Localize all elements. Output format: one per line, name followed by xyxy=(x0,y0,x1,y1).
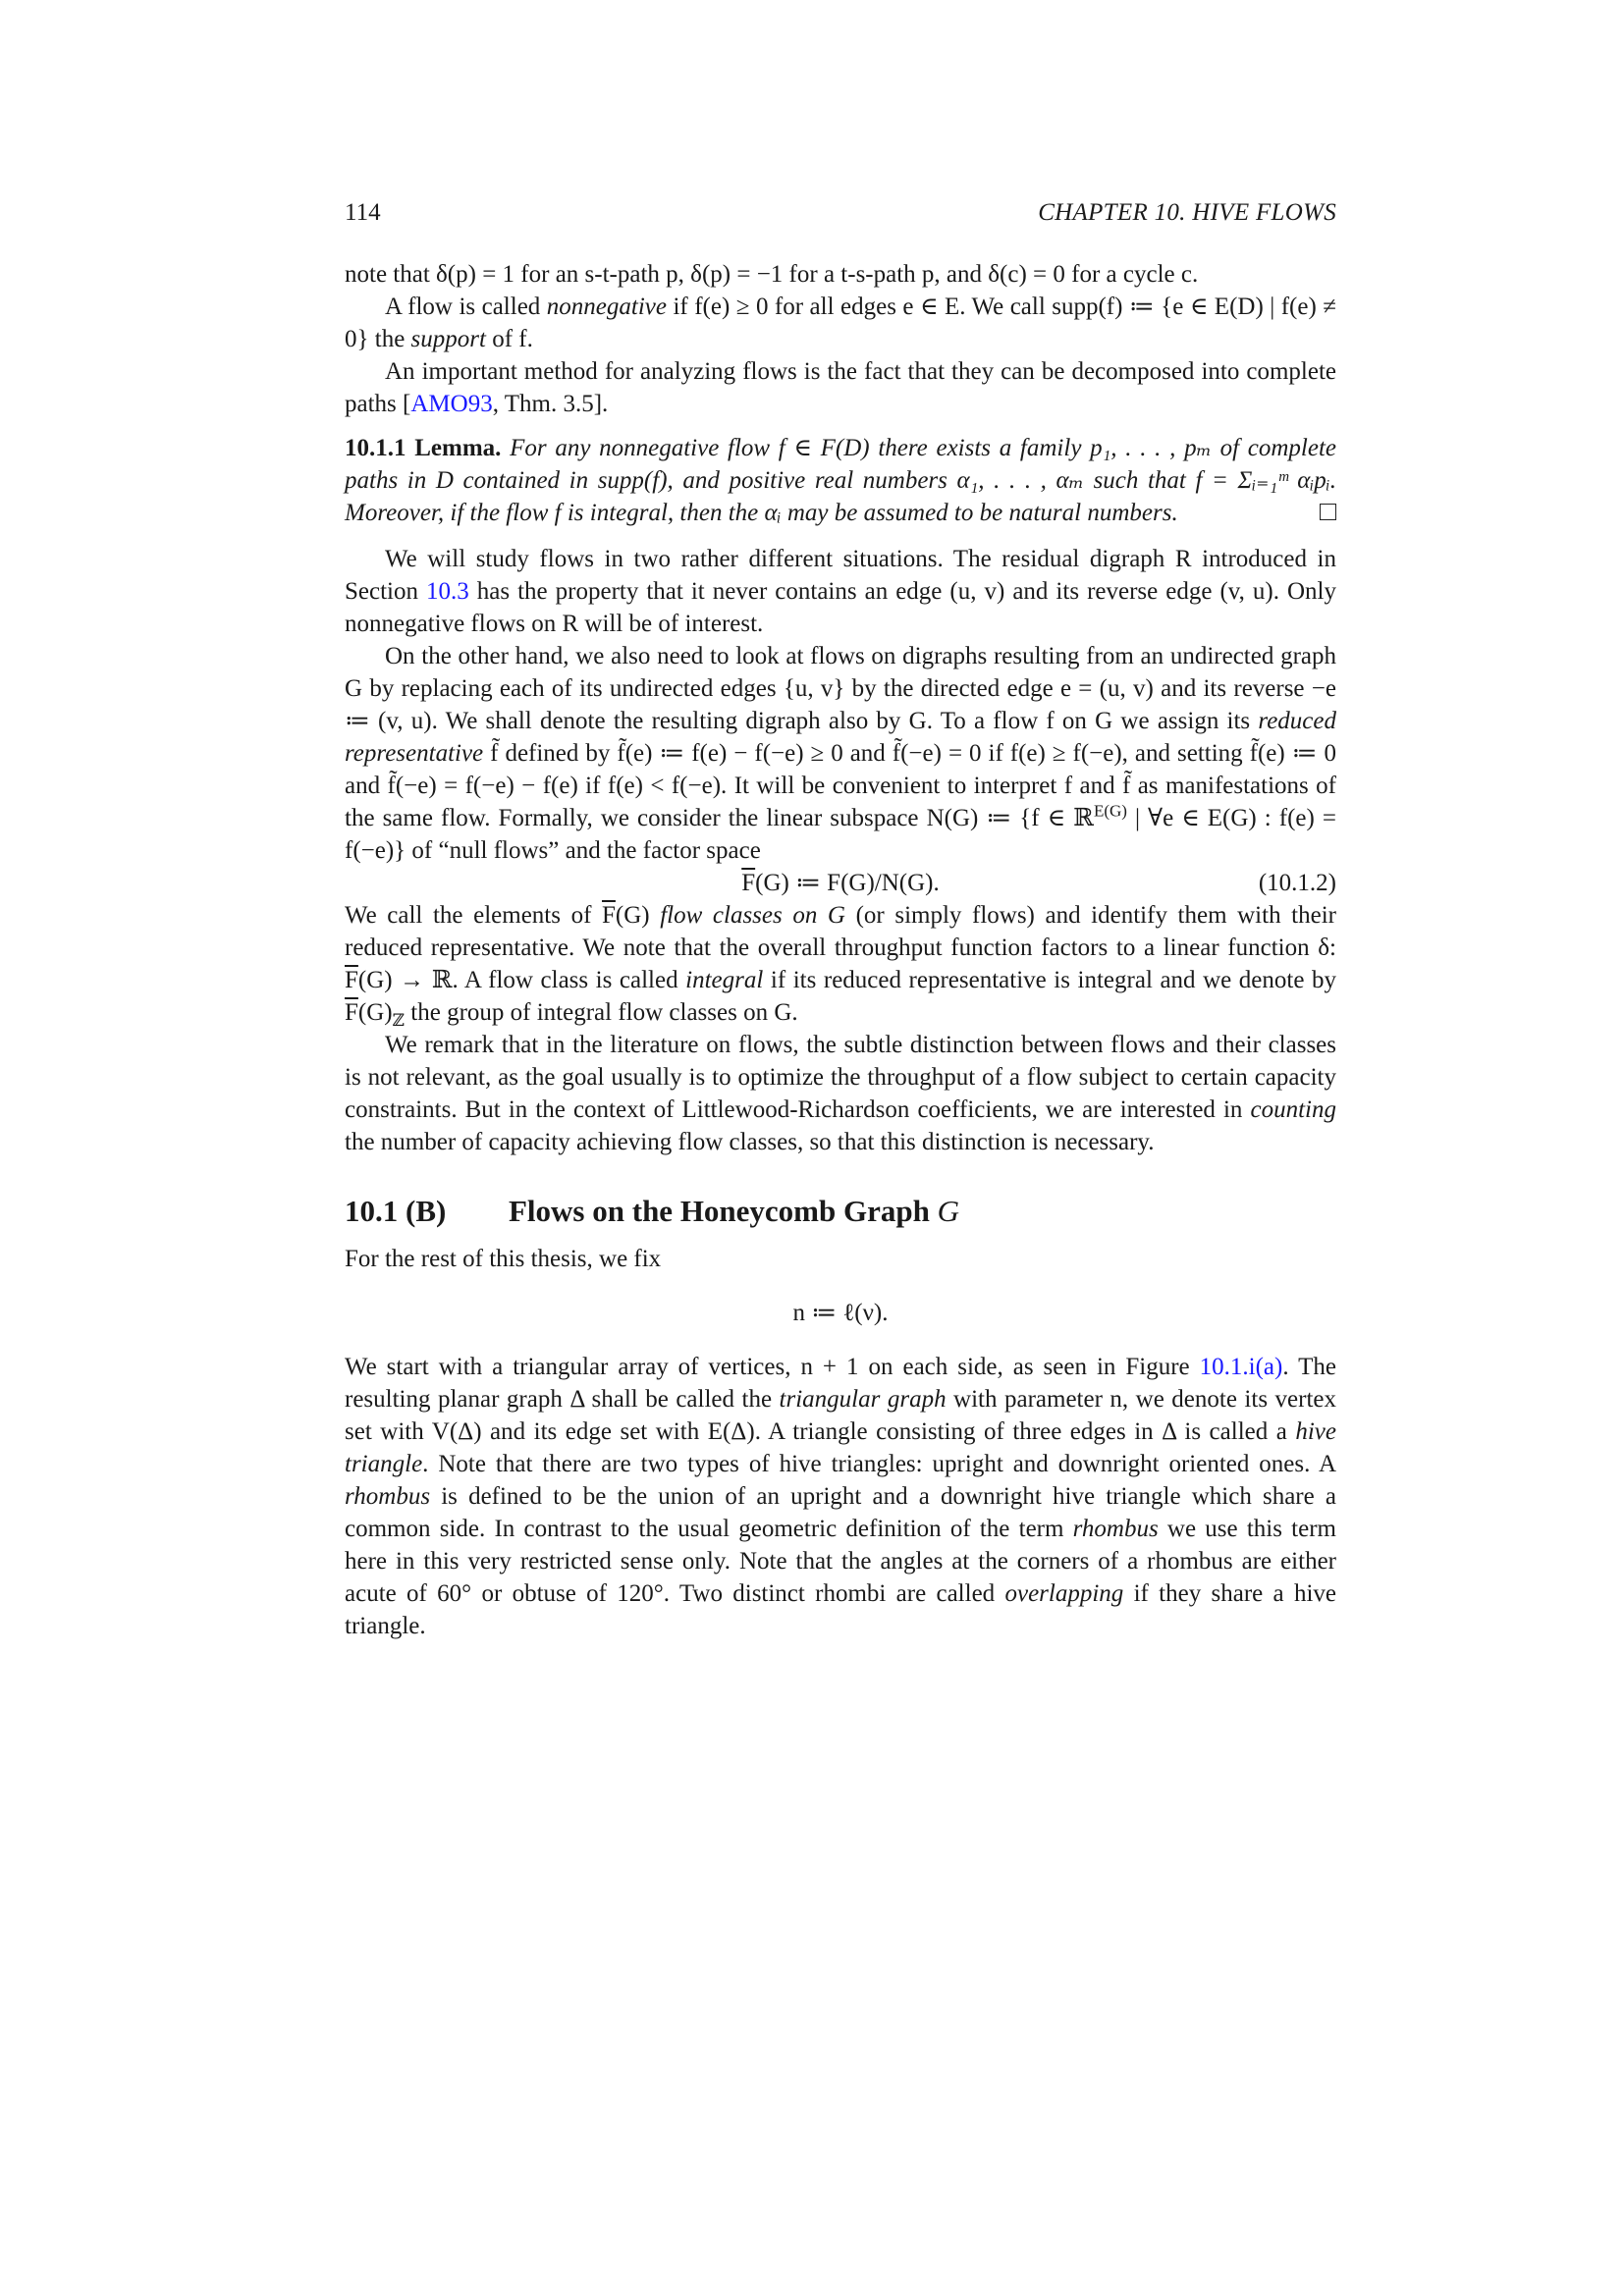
running-header xyxy=(345,196,1336,229)
equation: $\overline{F}(G)$ ≔ F(G)/N(G). (10.1.2) xyxy=(345,867,1336,899)
equation-tag: (10.1.2) xyxy=(1258,870,1336,896)
section-number: 10.1 (B) xyxy=(345,1194,447,1228)
figure-link[interactable]: 10.1.i(a) xyxy=(1199,1354,1283,1380)
section-heading: 10.1 (B) Flows on the Honeycomb Graph G xyxy=(345,1192,1336,1231)
term: support xyxy=(410,326,486,352)
lemma-number: 10.1.1 xyxy=(345,435,406,461)
page-content xyxy=(345,196,1336,1642)
chapter-title: CHAPTER 10. HIVE FLOWS xyxy=(1038,199,1336,226)
qed-square-icon xyxy=(1320,504,1336,520)
section-title: Flows on the Honeycomb Graph xyxy=(509,1194,938,1228)
term: integral xyxy=(685,967,764,993)
term: flow classes on G xyxy=(660,902,845,929)
paragraph: We call the elements of $\overline{F}(G)$ flow classes on G (or simply flows) and identify them with their reduced representative. We note that the overall throughput function factors to a linear function δ: $\overline{F}(G)$ → ℝ. A flow class is called integral if its reduced representative is integral and we denote by $\overline{F}(G)_ℤ$ the group of integral flow classes on G. xyxy=(345,902,1336,1030)
page-number: 114 xyxy=(345,199,381,226)
term: triangular graph xyxy=(779,1386,947,1413)
paragraph: We remark that in the literature on flows, the subtle distinction between flows and their classes is not relevant, as the goal usually is to optimize the throughput of a flow subject to certain capacity constraints. But in the context of Littlewood-Richardson coefficients, we are interested in counting the number of capacity achieving flow classes, so that this distinction is necessary. xyxy=(345,1032,1336,1155)
paragraph: An important method for analyzing flows is the fact that they can be decomposed into complete paths [AMO93, Thm. 3.5]. xyxy=(345,358,1336,417)
lemma-text: For any nonnegative flow f ∈ F(D) there exists a family p₁, . . . , pₘ of complete paths in D contained in supp(f), and positive real numbers α₁, . . . , αₘ such that f = Σᵢ₌₁ᵐ αᵢpᵢ. Moreover, if the flow f is integral, then the αᵢ may be assumed to be natural numbers. xyxy=(345,435,1337,526)
term: overlapping xyxy=(1004,1580,1124,1607)
section-link[interactable]: 10.3 xyxy=(426,578,469,605)
paragraph: On the other hand, we also need to look at flows on digraphs resulting from an undirected graph G by replacing each of its undirected edges {u, v} by the directed edge e = (u, v) and its reverse −e ≔ (v, u). We shall denote the resulting digraph also by G. To a flow f on G we assign its reduced representative f̃ defined by f̃(e) ≔ f(e) − f(−e) ≥ 0 and f̃(−e) = 0 if f(e) ≥ f(−e), and setting f̃(e) ≔ 0 and f̃(−e) = f(−e) − f(e) if f(e) < f(−e). It will be convenient to interpret f and f̃ as manifestations of the same flow. Formally, we consider the linear subspace N(G) ≔ {f ∈ ℝ$^{E(G)}$ | ∀e ∈ E(G) : f(e) = f(−e)} of “null flows” and the factor space xyxy=(345,643,1336,864)
paragraph: For the rest of this thesis, we fix xyxy=(345,1246,662,1272)
paragraph: note that δ(p) = 1 for an s-t-path p, δ(p) = −1 for a t-s-path p, and δ(c) = 0 for a cycle c. xyxy=(345,261,1199,288)
term: counting xyxy=(1250,1096,1336,1123)
term: reduced representative xyxy=(345,708,1336,767)
term: hive triangle xyxy=(345,1418,1336,1477)
equation: n ≔ ℓ(ν). xyxy=(792,1300,889,1326)
citation-link[interactable]: AMO93 xyxy=(410,391,493,417)
lemma-keyword: Lemma. xyxy=(414,435,502,461)
term: rhombus xyxy=(1072,1516,1159,1542)
lemma-block xyxy=(345,432,1336,529)
term: nonnegative xyxy=(546,294,667,320)
paragraph: We will study flows in two rather different situations. The residual digraph R introduced in Section 10.3 has the property that it never contains an edge (u, v) and its reverse edge (v, u). Only nonnegative flows on R will be of interest. xyxy=(345,546,1336,637)
paragraph: A flow is called nonnegative if f(e) ≥ 0 for all edges e ∈ E. We call supp(f) ≔ {e ∈ E(D) | f(e) ≠ 0} the support of f. xyxy=(345,294,1337,352)
paragraph: We start with a triangular array of vertices, n + 1 on each side, as seen in Figure 10.1.i(a). The resulting planar graph Δ shall be called the triangular graph with parameter n, we denote its vertex set with V(Δ) and its edge set with E(Δ). A triangle consisting of three edges in Δ is called a hive triangle. Note that there are two types of hive triangles: upright and downright oriented ones. A rhombus is defined to be the union of an upright and a downright hive triangle which share a common side. In contrast to the usual geometric definition of the term rhombus we use this term here in this very restricted sense only. Note that the angles at the corners of a rhombus are either acute of 60° or obtuse of 120°. Two distinct rhombi are called overlapping if they share a hive triangle. xyxy=(345,1354,1336,1639)
term: rhombus xyxy=(345,1483,431,1510)
